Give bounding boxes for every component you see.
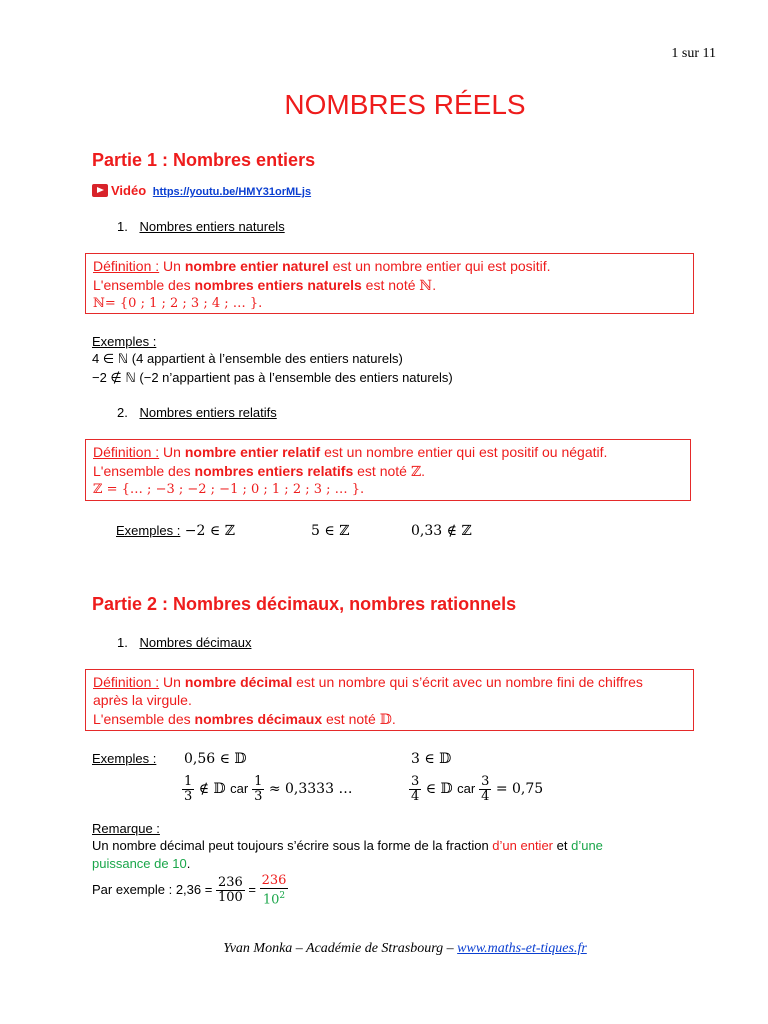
example-decimaux-4: $\frac{3}{4}$ ∈ 𝔻 car $\frac{3}{4}$ = 0,75: [411, 773, 544, 804]
fraction: $\frac{1}{3}$: [184, 773, 193, 804]
fraction: $\frac{3}{4}$: [481, 773, 490, 804]
example-decimaux-2: 3 ∈ 𝔻: [411, 751, 452, 767]
definition-line-3: L'ensemble des nombres décimaux est noté 𝔻.: [93, 711, 396, 728]
definition-box-relatifs: [85, 439, 691, 501]
examples-label-3: Exemples :: [92, 751, 157, 766]
subsection-number: 1.: [117, 219, 128, 234]
definition-line-1: Définition : Un nombre entier relatif est un nombre entier qui est positif ou négatif.: [93, 444, 608, 460]
fraction: $\frac{3}{4}$: [411, 773, 420, 804]
subsection-number: 2.: [117, 405, 128, 420]
fraction-236-100: $\frac{236}{100}$: [217, 875, 243, 906]
subsection-number: 1.: [117, 635, 128, 650]
fraction: $\frac{1}{3}$: [254, 773, 263, 804]
subsection-title: Nombres entiers naturels: [139, 219, 285, 234]
video-link[interactable]: https://youtu.be/HMY31orMLjs: [152, 186, 312, 198]
subsection-1-2: [117, 404, 277, 422]
video-label: Vidéo: [111, 183, 147, 198]
example-decimaux-1: 0,56 ∈ 𝔻: [184, 751, 247, 767]
page-title: NOMBRES RÉELS: [284, 89, 526, 120]
definition-line-2: L'ensemble des nombres entiers naturels est noté ℕ.: [93, 277, 437, 294]
definition-line-1: Définition : Un nombre entier naturel est un nombre entier qui est positif.: [93, 258, 551, 274]
video-line: [92, 182, 311, 201]
subsection-2-1: [117, 634, 251, 652]
examples-relatifs: [116, 522, 235, 540]
definition-line-3: ℕ= {0 ; 1 ; 2 ; 3 ; 4 ; … }.: [93, 296, 263, 311]
definition-line-2: après la virgule.: [93, 692, 192, 708]
footer-link[interactable]: www.maths-et-tiques.fr: [457, 941, 587, 956]
remark-label: Remarque :: [92, 821, 160, 836]
example-naturels-1: 4 ∈ ℕ (4 appartient à l’ensemble des entiers naturels): [92, 351, 403, 366]
examples-label-1: Exemples :: [92, 334, 157, 349]
example-naturels-2: −2 ∉ ℕ (−2 n’appartient pas à l’ensemble des entiers naturels): [92, 370, 453, 385]
definition-box-naturels: [85, 253, 694, 314]
part2-heading: Partie 2 : Nombres décimaux, nombres rationnels: [92, 594, 517, 614]
definition-line-1: Définition : Un nombre décimal est un nombre qui s’écrit avec un nombre fini de chiffres: [93, 674, 643, 690]
remark-example: Par exemple : 2,36 = $\frac{236}{100}$ = $\frac{236}{10^2}$: [92, 872, 287, 908]
play-icon[interactable]: [92, 184, 108, 197]
definition-line-3: ℤ = {… ; −3 ; −2 ; −1 ; 0 ; 1 ; 2 ; 3 ; … }.: [93, 482, 365, 497]
definition-box-decimaux: [85, 669, 694, 731]
footer: [0, 941, 768, 957]
page-number: 1 sur 11: [671, 46, 716, 61]
remark-line-1: Un nombre décimal peut toujours s’écrire sous la forme de la fraction d’un entier et d’une: [92, 838, 603, 853]
part1-heading: Partie 1 : Nombres entiers: [92, 150, 316, 170]
example-relatifs-1: −2 ∈ ℤ: [180, 523, 235, 539]
footer-text: Yvan Monka – Académie de Strasbourg –: [223, 941, 458, 956]
definition-line-2: L'ensemble des nombres entiers relatifs est noté ℤ.: [93, 463, 425, 480]
remark-line-2: puissance de 10.: [92, 856, 191, 871]
subsection-title: Nombres décimaux: [139, 635, 252, 650]
example-relatifs-2: 5 ∈ ℤ: [311, 523, 350, 539]
subsection-1-1: [117, 218, 285, 236]
fraction-236-10pow2: $\frac{236}{10^2}$: [261, 872, 287, 908]
example-relatifs-3: 0,33 ∉ ℤ: [411, 523, 472, 539]
example-decimaux-3: $\frac{1}{3}$ ∉ 𝔻 car $\frac{1}{3}$ ≈ 0,3333 …: [184, 773, 353, 804]
examples-label-2: Exemples :: [116, 523, 181, 538]
subsection-title: Nombres entiers relatifs: [139, 405, 277, 420]
